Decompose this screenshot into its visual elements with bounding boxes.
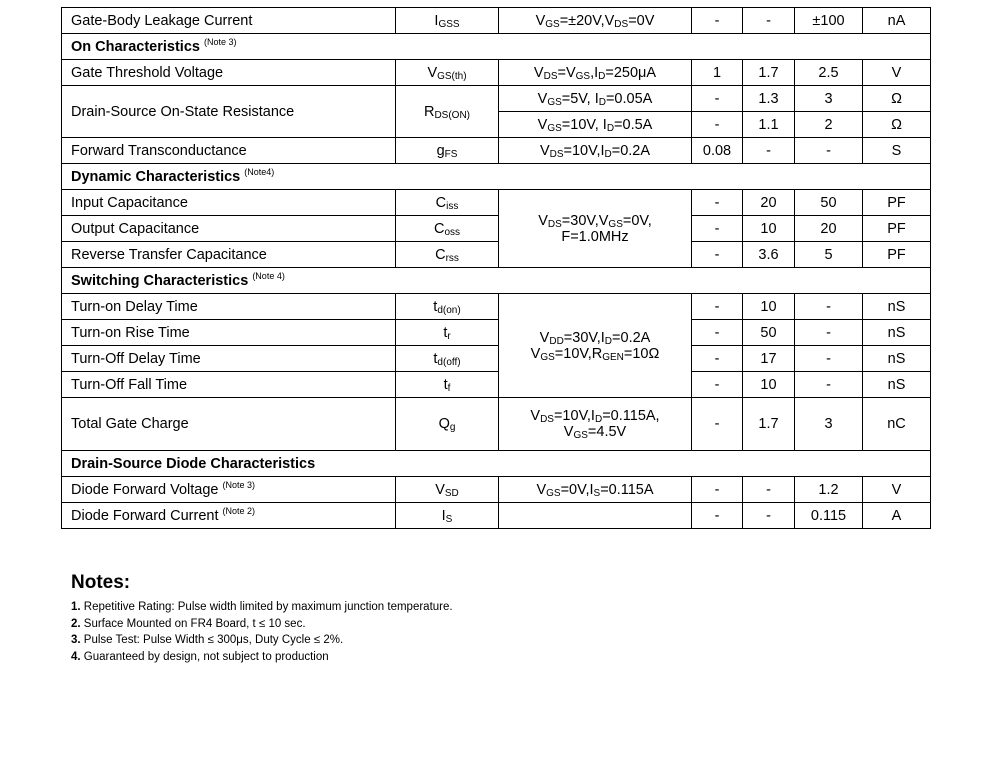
- param-name: Input Capacitance: [62, 190, 396, 216]
- note-item: 2. Surface Mounted on FR4 Board, t ≤ 10 sec.: [71, 617, 306, 630]
- unit: PF: [863, 242, 931, 268]
- table-row: [62, 294, 931, 320]
- unit: A: [863, 503, 931, 529]
- section-row: [62, 34, 931, 60]
- test-condition: $V_{GS}=\pm 20V,V_{DS}=0V$: [499, 8, 692, 34]
- symbol: $g_{FS}$: [396, 138, 499, 164]
- symbol: $R_{DS(ON)}$: [396, 86, 499, 138]
- unit: S: [863, 138, 931, 164]
- min-value: -: [692, 372, 743, 398]
- param-name: Gate-Body Leakage Current: [62, 8, 396, 34]
- unit: PF: [863, 216, 931, 242]
- test-condition: [499, 503, 692, 529]
- test-condition: $V_{DS}=V_{GS},I_D=250\mu A$: [499, 60, 692, 86]
- typ-value: -: [743, 8, 795, 34]
- typ-value: 10: [743, 372, 795, 398]
- symbol: $C_{iss}$: [396, 190, 499, 216]
- test-condition: $V_{GS}=0V,I_S=0.115A$: [499, 477, 692, 503]
- symbol: $Q_g$: [396, 398, 499, 451]
- unit: nS: [863, 320, 931, 346]
- note-item: 3. Pulse Test: Pulse Width ≤ 300μs, Duty Cycle ≤ 2%.: [71, 634, 344, 646]
- table-row: [62, 503, 931, 529]
- param-name: Total Gate Charge: [62, 398, 396, 451]
- section-title-diode: Drain-Source Diode Characteristics: [62, 451, 931, 477]
- param-name: Forward Transconductance: [62, 138, 396, 164]
- max-value: 0.115: [795, 503, 863, 529]
- min-value: 0.08: [692, 138, 743, 164]
- min-value: -: [692, 216, 743, 242]
- section-row: [62, 164, 931, 190]
- typ-value: 1.7: [743, 398, 795, 451]
- max-value: -: [795, 320, 863, 346]
- typ-value: -: [743, 477, 795, 503]
- max-value: -: [795, 346, 863, 372]
- max-value: 50: [795, 190, 863, 216]
- section-title-switching: Switching Characteristics $^{(Note 4)}$: [62, 268, 931, 294]
- typ-value: 20: [743, 190, 795, 216]
- table-row: [62, 8, 931, 34]
- min-value: -: [692, 242, 743, 268]
- param-name: Output Capacitance: [62, 216, 396, 242]
- table-row: [62, 138, 931, 164]
- section-title-dynamic: Dynamic Characteristics $^{(Note4)}$: [62, 164, 931, 190]
- param-name: Diode Forward Current $^{(Note 2)}$: [62, 503, 396, 529]
- max-value: 3: [795, 86, 863, 112]
- table-row: [62, 242, 931, 268]
- symbol: $t_{d(on)}$: [396, 294, 499, 320]
- max-value: ±100: [795, 8, 863, 34]
- param-name: Drain-Source On-State Resistance: [62, 86, 396, 138]
- min-value: -: [692, 190, 743, 216]
- test-condition: $V_{DS}=30V,V_{GS}=0V$, F=1.0MHz: [499, 190, 692, 268]
- unit: Ω: [863, 86, 931, 112]
- param-name: Turn-Off Fall Time: [62, 372, 396, 398]
- unit: V: [863, 60, 931, 86]
- test-condition: $V_{GS}=10V$, $I_D=0.5A$: [499, 112, 692, 138]
- typ-value: 10: [743, 294, 795, 320]
- param-name: Turn-on Rise Time: [62, 320, 396, 346]
- electrical-characteristics-table: [61, 7, 931, 529]
- symbol: $C_{rss}$: [396, 242, 499, 268]
- min-value: -: [692, 398, 743, 451]
- unit: nS: [863, 294, 931, 320]
- note-item: 1. Repetitive Rating: Pulse width limited by maximum junction temperature.: [71, 601, 453, 613]
- min-value: -: [692, 86, 743, 112]
- max-value: 2: [795, 112, 863, 138]
- table-row: [62, 320, 931, 346]
- table-row: [62, 190, 931, 216]
- symbol: $C_{oss}$: [396, 216, 499, 242]
- max-value: -: [795, 294, 863, 320]
- min-value: 1: [692, 60, 743, 86]
- max-value: 3: [795, 398, 863, 451]
- typ-value: -: [743, 138, 795, 164]
- unit: V: [863, 477, 931, 503]
- table-row: [62, 372, 931, 398]
- param-name: Reverse Transfer Capacitance: [62, 242, 396, 268]
- typ-value: 10: [743, 216, 795, 242]
- unit: PF: [863, 190, 931, 216]
- min-value: -: [692, 346, 743, 372]
- symbol: $t_f$: [396, 372, 499, 398]
- test-condition: $V_{DS}=10V,I_D=0.2A$: [499, 138, 692, 164]
- param-name: Gate Threshold Voltage: [62, 60, 396, 86]
- table-row: [62, 86, 931, 112]
- table-row: [62, 477, 931, 503]
- typ-value: 3.6: [743, 242, 795, 268]
- note-item: 4. Guaranteed by design, not subject to production: [71, 650, 329, 663]
- min-value: -: [692, 112, 743, 138]
- typ-value: 50: [743, 320, 795, 346]
- test-condition: $V_{GS}=5V$, $I_D=0.05A$: [499, 86, 692, 112]
- table-row: [62, 216, 931, 242]
- param-name: Turn-Off Delay Time: [62, 346, 396, 372]
- max-value: -: [795, 138, 863, 164]
- unit: nC: [863, 398, 931, 451]
- symbol: $V_{GS(th)}$: [396, 60, 499, 86]
- test-condition: $V_{DS}=10V,I_D=0.115A$, $V_{GS}=4.5V$: [499, 398, 692, 451]
- section-row: [62, 268, 931, 294]
- table-row: [62, 346, 931, 372]
- param-name: Diode Forward Voltage $^{(Note 3)}$: [62, 477, 396, 503]
- max-value: -: [795, 372, 863, 398]
- max-value: 5: [795, 242, 863, 268]
- typ-value: 1.7: [743, 60, 795, 86]
- unit: nA: [863, 8, 931, 34]
- symbol: $I_{GSS}$: [396, 8, 499, 34]
- notes-title: Notes:: [71, 572, 131, 593]
- typ-value: 1.1: [743, 112, 795, 138]
- max-value: 20: [795, 216, 863, 242]
- section-row: [62, 451, 931, 477]
- table-row: [62, 398, 931, 451]
- notes-section: [71, 572, 453, 665]
- typ-value: 1.3: [743, 86, 795, 112]
- typ-value: 17: [743, 346, 795, 372]
- max-value: 2.5: [795, 60, 863, 86]
- min-value: -: [692, 477, 743, 503]
- symbol: $t_{d(off)}$: [396, 346, 499, 372]
- max-value: 1.2: [795, 477, 863, 503]
- test-condition: $V_{DD}=30V,I_D=0.2A$ $V_{GS}=10V,R_{GEN}=10\Omega$: [499, 294, 692, 398]
- min-value: -: [692, 503, 743, 529]
- typ-value: -: [743, 503, 795, 529]
- symbol: $V_{SD}$: [396, 477, 499, 503]
- symbol: $I_S$: [396, 503, 499, 529]
- min-value: -: [692, 320, 743, 346]
- table-row: [62, 60, 931, 86]
- min-value: -: [692, 294, 743, 320]
- unit: Ω: [863, 112, 931, 138]
- min-value: -: [692, 8, 743, 34]
- section-title-on: On Characteristics $^{(Note 3)}$: [62, 34, 931, 60]
- symbol: $t_r$: [396, 320, 499, 346]
- unit: nS: [863, 346, 931, 372]
- unit: nS: [863, 372, 931, 398]
- param-name: Turn-on Delay Time: [62, 294, 396, 320]
